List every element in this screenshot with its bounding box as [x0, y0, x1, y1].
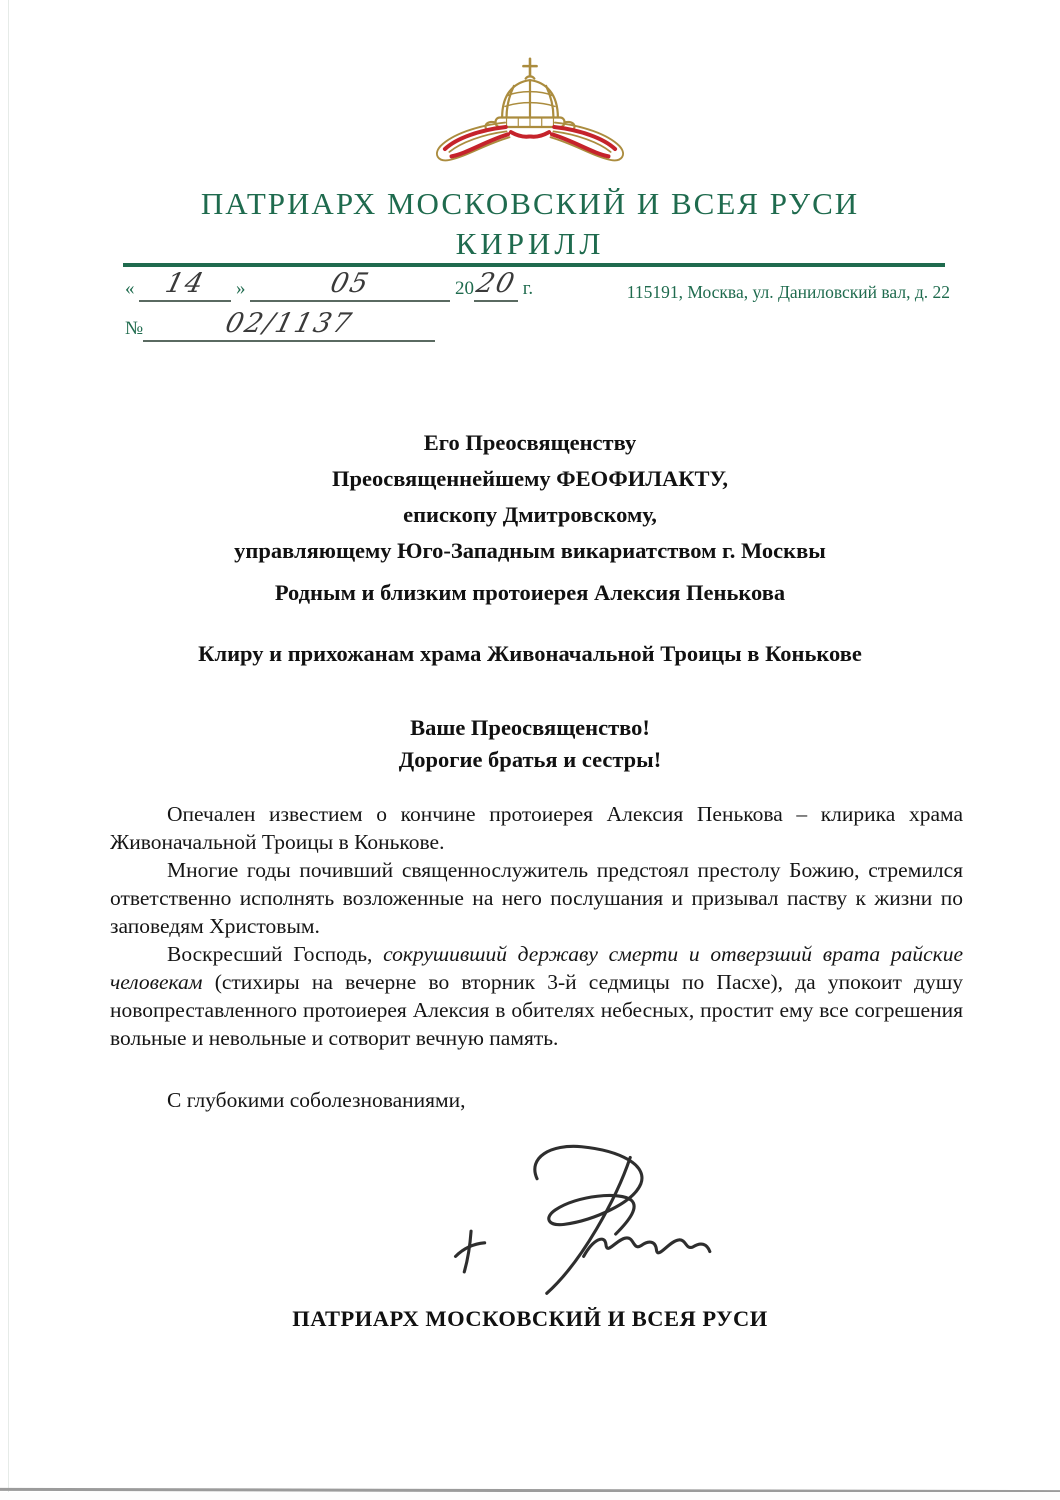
- letterhead-title-line1: ПАТРИАРХ МОСКОВСКИЙ И ВСЕЯ РУСИ: [200, 186, 860, 221]
- date-year-blank: [473, 268, 520, 302]
- letterhead-title-line2: КИРИЛЛ: [455, 226, 605, 261]
- letterhead-address: 115191, Москва, ул. Даниловский вал, д. 22: [626, 282, 950, 302]
- date-day-blank: [139, 268, 231, 302]
- body-p3-quote-italic: сокрушивший державу смерти и отверзший врата райские человекам: [110, 942, 963, 994]
- date-quote-close: »: [236, 278, 246, 299]
- salutation-block: [0, 712, 1060, 776]
- number-blank: [143, 308, 435, 342]
- body-paragraph-1: Опечален известием о кончине протоиерея Алексия Пенькова – клирика храма Живоначальной Троицы в Конькове.: [110, 802, 963, 854]
- addressee-line: Его Преосвященству: [423, 430, 637, 455]
- body-paragraph-2: Многие годы почивший священнослужитель предстоял престолу Божию, стремился ответственно исполнять возложенные на него послушания и призывал паству к жизни по заповедям Христовым.: [110, 858, 963, 938]
- letter-body: [110, 800, 963, 1052]
- date-quote-open: «: [125, 278, 135, 299]
- addressee-family-line: Родным и близким протоиерея Алексия Пенькова: [274, 580, 786, 605]
- salutation-line: Дорогие братья и сестры!: [398, 747, 662, 772]
- date-row: [125, 268, 534, 302]
- addressee-line: управляющему Юго-Западным викариатством г. Москвы: [234, 538, 826, 563]
- addressee-line: Преосвященнейшему ФЕОФИЛАКТУ,: [331, 466, 729, 491]
- number-row: [125, 308, 435, 342]
- body-p3-pre: Воскресший Господь,: [167, 942, 384, 966]
- closing-text: С глубокими соболезнованиями,: [167, 1088, 466, 1112]
- addressee-block: [0, 425, 1060, 569]
- date-year-handwritten: 20: [473, 268, 520, 299]
- salutation-line: Ваше Преосвященство!: [410, 715, 650, 740]
- footer-title: ПАТРИАРХ МОСКОВСКИЙ И ВСЕЯ РУСИ: [292, 1306, 768, 1331]
- date-year-prefix: 20: [455, 278, 474, 299]
- addressee-clergy-line: Клиру и прихожанам храма Живоначальной Троицы в Конькове: [198, 641, 862, 666]
- green-divider-rule: [123, 263, 945, 267]
- date-day-handwritten: 14: [162, 268, 209, 299]
- letterhead-title: [0, 184, 1060, 264]
- patriarchal-crest-icon: [420, 50, 640, 168]
- number-handwritten: 02/1137: [222, 308, 357, 339]
- closing-line: [110, 1088, 963, 1113]
- date-month-handwritten: 05: [327, 268, 374, 299]
- body-p3-post: (стихиры на вечерне во вторник 3-й седмицы по Пасхе), да упокоит душу новопреставленного протоиерея Алексия в обителях небесных, простит ему все согрешения вольные и невольные и сотворит вечную память.: [110, 970, 963, 1050]
- number-label: №: [125, 318, 144, 339]
- date-year-label: г.: [522, 278, 534, 299]
- addressee-line: епископу Дмитровскому,: [403, 502, 657, 527]
- body-paragraph-3: [110, 940, 963, 1052]
- date-month-blank: [250, 268, 450, 302]
- signature-icon: [440, 1138, 770, 1298]
- scan-edge-bottom-strip: [0, 1492, 1060, 1500]
